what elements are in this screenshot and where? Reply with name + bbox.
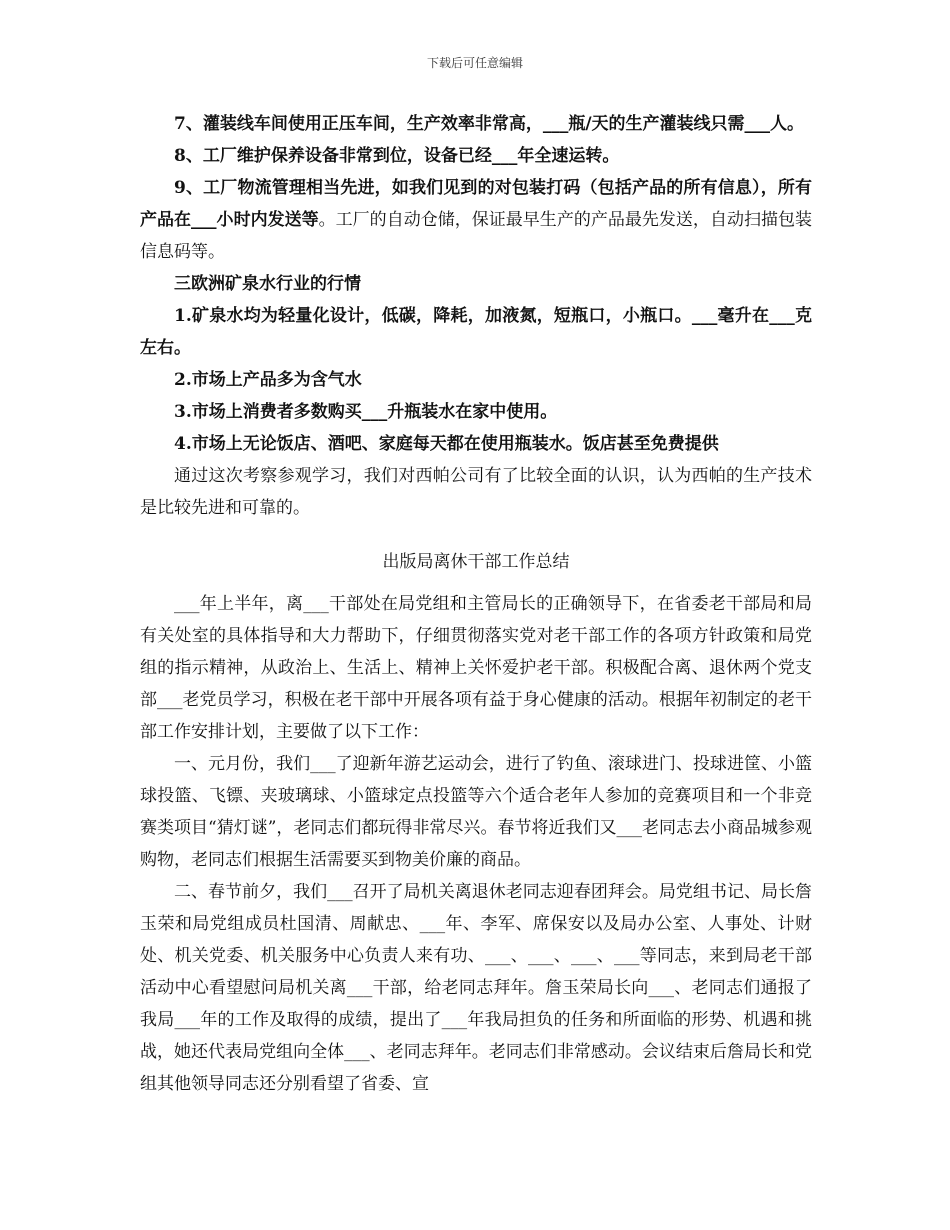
conclusion-paragraph: 通过这次考察参观学习，我们对西帕公司有了比较全面的认识，认为西帕的生产技术是比较先进和可靠的。	[140, 466, 812, 518]
body-paragraph: 二、春节前夕，我们___召开了局机关离退休老同志迎春团拜会。局党组书记、局长詹玉荣和局党组成员杜国清、周献忠、___年、李军、席保安以及局办公室、人事处、计财处、机关党委、机关服务中心负责人来有功、___、___、___、___等同志，来到局老干部活动中心看望慰问局机关离___干部，给老同志拜年。詹玉荣局长向___、老同志们通报了我局___年的工作及取得的成绩，提出了___年我局担负的任务和所面临的形势、机遇和挑战，她还代表局党组向全体___、老同志拜年。老同志们非常感动。会议结束后詹局长和党组其他领导同志还分别看望了省委、宣	[140, 882, 812, 1094]
market-item-2: 2.市场上产品多为含气水	[174, 370, 362, 390]
item-9	[140, 172, 812, 268]
market-item-3: 3.市场上消费者多数购买___升瓶装水在家中使用。	[174, 402, 558, 422]
section-title: 三欧洲矿泉水行业的行情	[174, 274, 361, 294]
item-8: 8、工厂维护保养设备非常到位，设备已经___年全速运转。	[174, 146, 620, 166]
market-item-1: 1.矿泉水均为轻量化设计，低碳，降耗，加液氮，短瓶口，小瓶口。___毫升在___克左右。	[140, 306, 812, 358]
document-body	[140, 108, 812, 1100]
item-9-rest-text: 。工厂的自动仓储，保证最早生产的产品最先发送，自动扫描包装信息码等。	[140, 210, 813, 262]
header-note: 下载后可任意编辑	[426, 56, 523, 70]
document-title: 出版局离休干部工作总结	[382, 552, 570, 572]
body-paragraph: ___年上半年，离___干部处在局党组和主管局长的正确领导下，在省委老干部局和局有关处室的具体指导和大力帮助下，仔细贯彻落实党对老干部工作的各项方针政策和局党组的指示精神，从政治上、生活上、精神上关怀爱护老干部。积极配合离、退休两个党支部___老党员学习，积极在老干部中开展各项有益于身心健康的活动。根据年初制定的老干部工作安排计划，主要做了以下工作：	[140, 594, 812, 742]
market-item-4: 4.市场上无论饭店、酒吧、家庭每天都在使用瓶装水。饭店甚至免费提供	[174, 434, 719, 454]
item-9-bold-text: 9、工厂物流管理相当先进，如我们见到的对包装打码（包括产品的所有信息），所有产品在___小时内发送等	[140, 178, 812, 230]
body-paragraph: 一、元月份，我们___了迎新年游艺运动会，进行了钓鱼、滚球进门、投球进筐、小篮球投篮、飞镖、夹玻璃球、小篮球定点投篮等六个适合老年人参加的竞赛项目和一个非竞赛类项目“猜灯谜”，老同志们都玩得非常尽兴。春节将近我们又___老同志去小商品城参观购物，老同志们根据生活需要买到物美价廉的商品。	[140, 754, 812, 870]
item-7: 7、灌装线车间使用正压车间，生产效率非常高，___瓶/天的生产灌装线只需___人。	[174, 114, 805, 134]
